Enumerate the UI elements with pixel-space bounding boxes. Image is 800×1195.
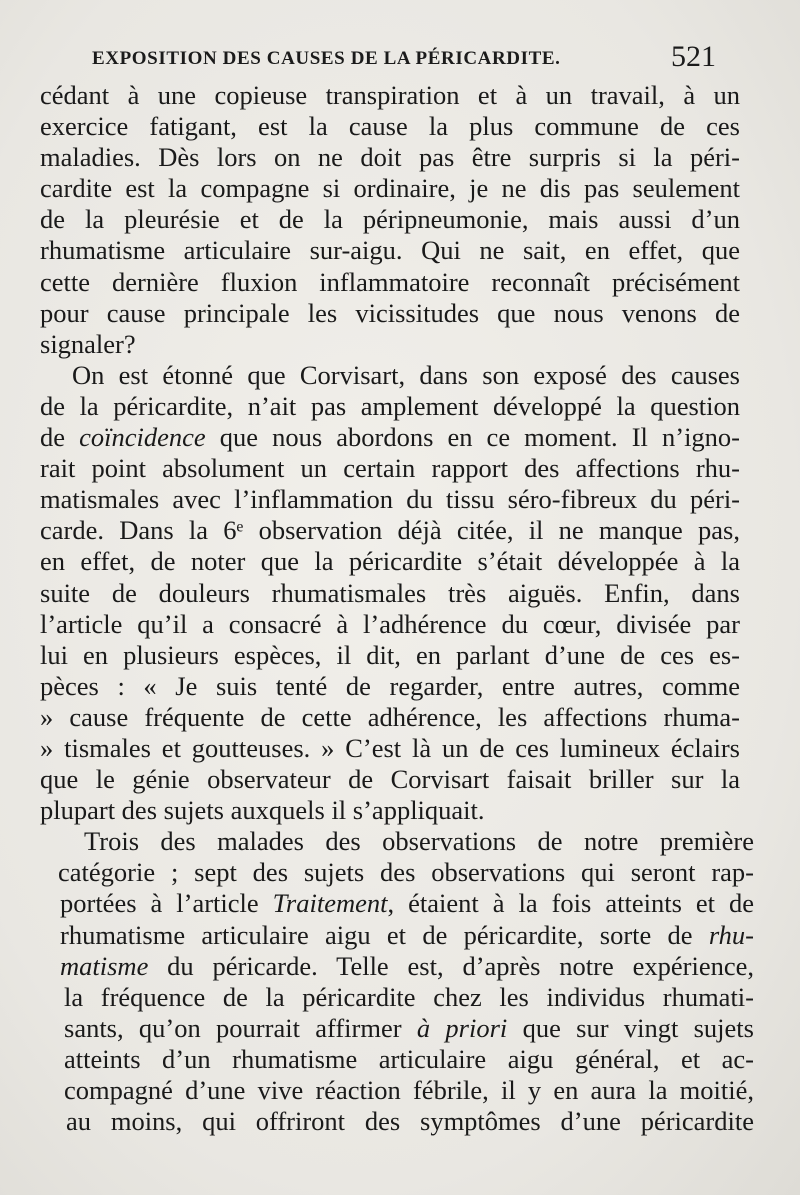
text-segment: la fréquence de la péricardite chez les individus rhumati- — [64, 981, 754, 1012]
text-segment: signaler? — [40, 328, 136, 359]
text-line — [40, 795, 740, 826]
text-line — [40, 360, 740, 391]
text-segment: que sur vingt sujets — [507, 1012, 754, 1043]
text-segment: cédant à une copieuse transpiration et à un travail, à un — [40, 80, 740, 110]
text-line — [40, 484, 740, 515]
text-line — [40, 1044, 754, 1075]
text-segment: carde. Dans la 6ᵉ observation déjà citée, il ne manque pas, — [40, 515, 740, 546]
text-segment: sants, qu’on pourrait affirmer — [64, 1012, 417, 1043]
text-segment: » tismales et goutteuses. » C’est là un de ces lumineux éclairs — [40, 732, 740, 763]
text-segment: cette dernière fluxion inflammatoire reconnaît précisément — [40, 266, 740, 297]
text-line — [40, 671, 740, 702]
text-segment: rhumatisme articulaire aigu et de péricardite, sorte de — [60, 919, 709, 950]
text-line — [40, 235, 740, 266]
text-segment: de — [40, 422, 80, 453]
text-line — [40, 1013, 754, 1044]
text-line — [40, 578, 740, 609]
text-line — [40, 422, 740, 453]
italic-text: matisme — [60, 950, 149, 981]
text-segment: catégorie ; sept des sujets des observations qui seront rap- — [58, 857, 754, 888]
body-text — [40, 80, 755, 1137]
italic-text: Traitement — [272, 888, 388, 919]
text-segment: portées à l’article — [60, 888, 273, 919]
page-number: 521 — [671, 40, 716, 73]
text-line — [40, 826, 754, 857]
italic-text: rhu- — [708, 919, 754, 950]
text-line — [40, 702, 740, 733]
text-line — [40, 951, 754, 982]
text-line — [40, 1106, 754, 1137]
text-segment: rhumatisme articulaire sur-aigu. Qui ne sait, en effet, que — [40, 235, 740, 266]
italic-text: à priori — [416, 1012, 508, 1043]
text-line — [40, 857, 754, 888]
text-segment: Trois des malades des observations de notre première — [84, 826, 754, 857]
text-segment: maladies. Dès lors on ne doit pas être surpris si la péri- — [40, 142, 740, 173]
text-segment: du péricarde. Telle est, d’après notre expérience, — [148, 950, 754, 981]
text-line — [40, 111, 740, 142]
text-line — [40, 515, 740, 546]
text-segment: rait point absolument un certain rapport des affections rhu- — [40, 453, 740, 484]
page-header — [92, 40, 716, 76]
text-line — [40, 888, 754, 919]
text-line — [40, 298, 740, 329]
text-segment: compagné d’une vive réaction fébrile, il y en aura la moitié, — [64, 1075, 754, 1105]
text-segment: que nous abordons en ce moment. Il n’igno- — [205, 422, 741, 453]
text-segment: cardite est la compagne si ordinaire, je ne dis pas seulement — [40, 173, 740, 204]
text-segment: que le génie observateur de Corvisart faisait briller sur la — [40, 764, 740, 795]
text-segment: de la péricardite, n’ait pas amplement développé la question — [40, 390, 740, 421]
text-segment: l’article qu’il a consacré à l’adhérence du cœur, divisée par — [40, 608, 740, 639]
text-line — [40, 764, 740, 795]
text-line — [40, 640, 740, 671]
text-line — [40, 267, 740, 298]
text-segment: suite de douleurs rhumatismales très aiguës. Enfin, dans — [40, 577, 740, 608]
text-line — [40, 173, 740, 204]
text-segment: de la pleurésie et de la péripneumonie, mais aussi d’un — [40, 204, 740, 235]
text-segment: en effet, de noter que la péricardite s’était développée à la — [40, 546, 740, 577]
text-segment: lui en plusieurs espèces, il dit, en parlant d’une de ces es- — [40, 639, 740, 670]
text-segment: exercice fatigant, est la cause la plus commune de ces — [40, 111, 740, 142]
text-line — [40, 391, 740, 422]
text-segment: matismales avec l’inflammation du tissu séro-fibreux du péri- — [40, 484, 740, 515]
text-segment: plupart des sujets auxquels il s’appliquait. — [40, 795, 485, 826]
text-line — [40, 80, 740, 111]
text-line — [40, 204, 740, 235]
italic-text: coïncidence — [79, 422, 206, 453]
text-line — [40, 733, 740, 764]
text-segment: On est étonné que Corvisart, dans son exposé des causes — [72, 359, 740, 390]
text-segment: » cause fréquente de cette adhérence, les affections rhuma- — [40, 701, 740, 732]
text-line — [40, 920, 754, 951]
text-segment: pour cause principale les vicissitudes que nous venons de — [40, 297, 740, 328]
running-head: EXPOSITION DES CAUSES DE LA PÉRICARDITE. — [92, 48, 561, 69]
text-segment: atteints d’un rhumatisme articulaire aigu général, et ac- — [64, 1043, 754, 1074]
text-line — [40, 453, 740, 484]
text-line — [40, 329, 740, 360]
text-line — [40, 1075, 754, 1106]
text-line — [40, 609, 740, 640]
text-line — [40, 982, 754, 1013]
text-segment: pèces : « Je suis tenté de regarder, entre autres, comme — [40, 670, 740, 701]
text-segment: au moins, qui offriront des symptômes d’une péricardite — [66, 1106, 754, 1137]
text-line — [40, 142, 740, 173]
text-segment: , étaient à la fois atteints et de — [387, 888, 755, 919]
text-line — [40, 546, 740, 577]
